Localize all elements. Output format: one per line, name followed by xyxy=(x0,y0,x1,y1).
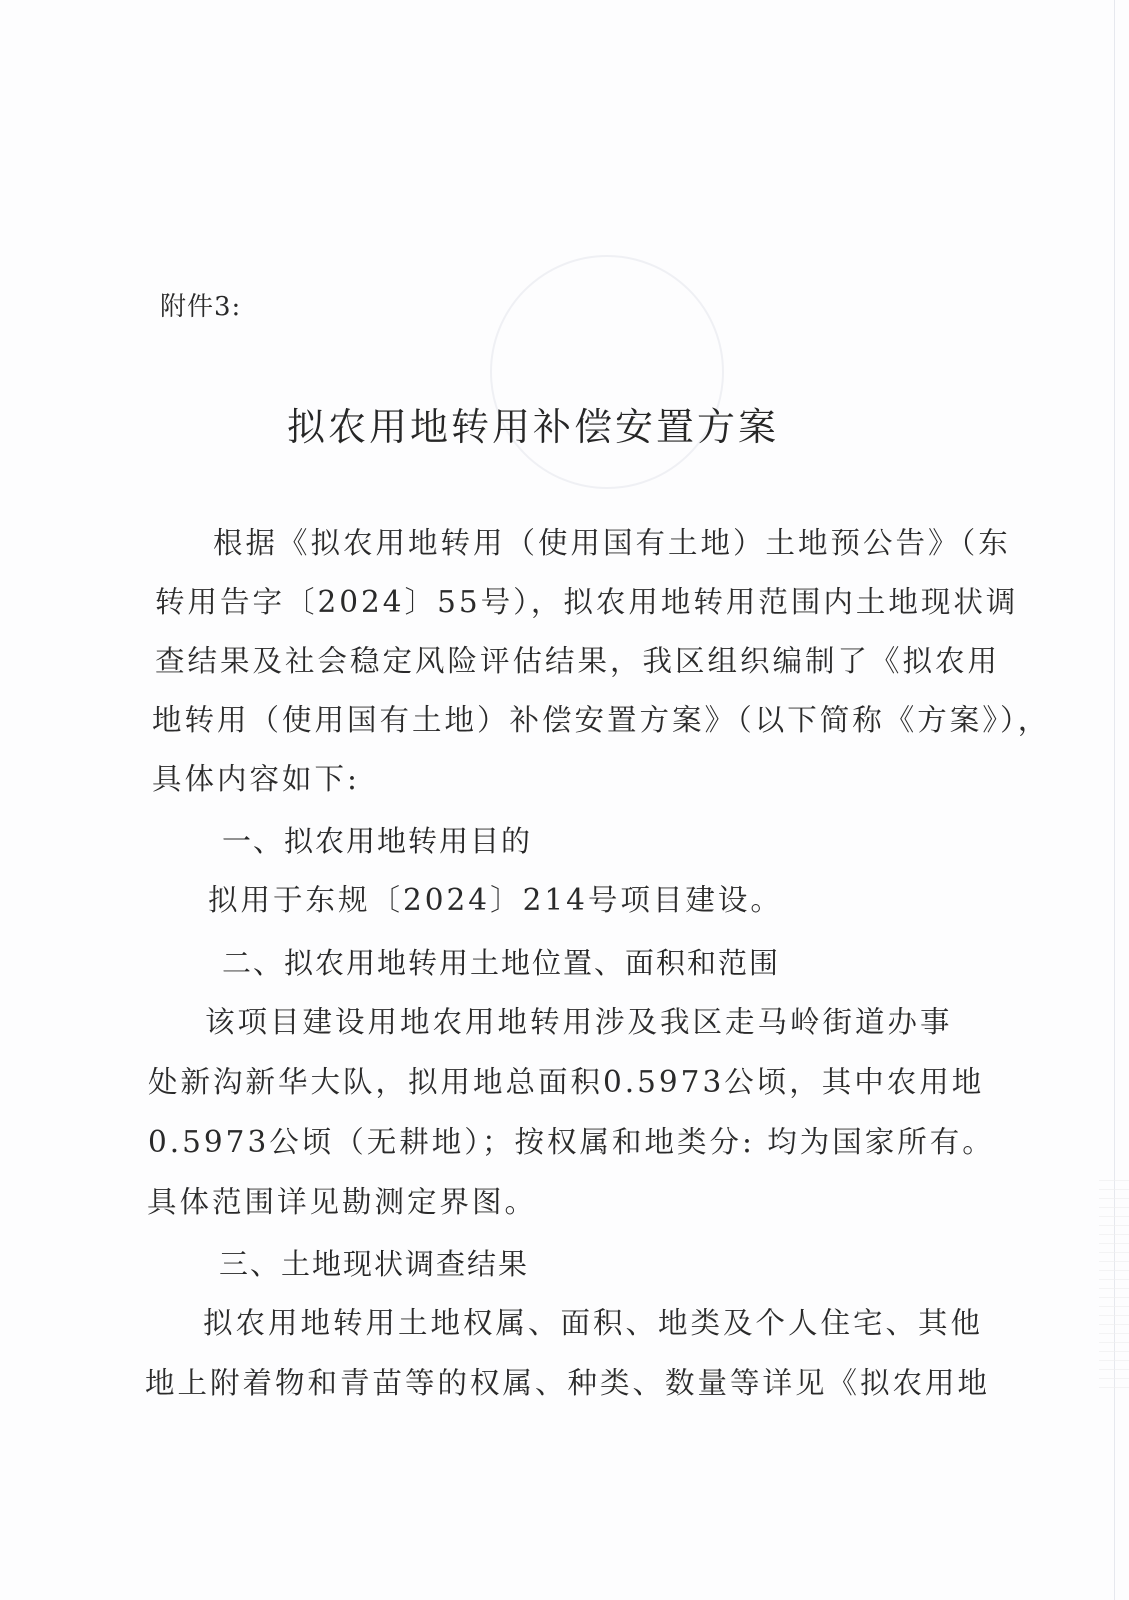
scan-artifact xyxy=(1099,1180,1129,1390)
section-2-line-3: 0.5973公顷（无耕地）；按权属和地类分: 均为国家所有。 xyxy=(148,1125,995,1159)
intro-line-4: 地转用（使用国有土地）补偿安置方案》（以下简称《方案》）， xyxy=(152,703,1051,737)
annex-label: 附件3: xyxy=(160,292,242,322)
section-2-line-2: 处新沟新华大队，拟用地总面积0.5973公顷，其中农用地 xyxy=(148,1065,985,1099)
intro-line-1: 根据《拟农用地转用（使用国有土地）土地预公告》（东 xyxy=(213,526,1011,560)
faint-seal-imprint xyxy=(490,255,724,489)
section-3-heading: 三、土地现状调查结果 xyxy=(219,1247,530,1281)
section-3-line-1: 拟农用地转用土地权属、面积、地类及个人住宅、其他 xyxy=(203,1306,984,1340)
section-2-heading: 二、拟农用地转用土地位置、面积和范围 xyxy=(222,946,781,980)
section-2-line-1: 该项目建设用地农用地转用涉及我区走马岭街道办事 xyxy=(205,1005,953,1039)
document-title: 拟农用地转用补偿安置方案 xyxy=(286,405,779,449)
intro-line-2: 转用告字〔2024〕55号），拟农用地转用范围内土地现状调 xyxy=(155,585,1019,619)
intro-line-5: 具体内容如下: xyxy=(152,762,360,796)
section-1-heading: 一、拟农用地转用目的 xyxy=(222,824,533,858)
intro-line-3: 查结果及社会稳定风险评估结果，我区组织编制了《拟农用 xyxy=(155,644,1001,678)
section-1-line-1: 拟用于东规〔2024〕214号项目建设。 xyxy=(208,883,783,917)
section-3-line-2: 地上附着物和青苗等的权属、种类、数量等详见《拟农用地 xyxy=(145,1366,991,1400)
section-2-line-4: 具体范围详见勘测定界图。 xyxy=(147,1185,538,1219)
